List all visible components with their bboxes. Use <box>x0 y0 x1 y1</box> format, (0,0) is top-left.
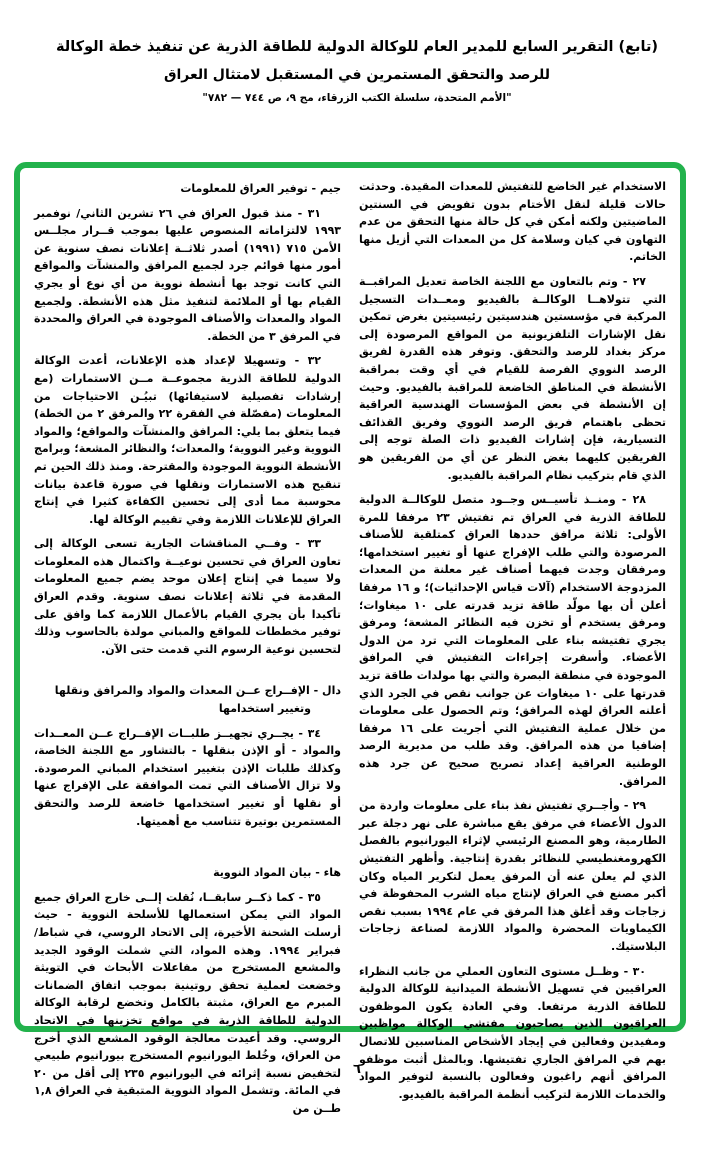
source-citation: "الأمم المتحدة، سلسلة الكتب الزرقاء، مج ٩، ص ٧٤٤ — ٧٨٢" <box>202 92 512 105</box>
paragraph-33: ٣٣ - وفــي المناقشات الجارية تسعى الوكالة إلى تعاون العراق في تحسين نوعيــة واكتمال هذه المعلومات ولا سيما في إنتاج إعلان موحد يضم جميع المعلومات المقدمة في ثلاثة إعلانات نصف سنوية. وقدم العراق تأكيدا بأن يجري القيام بالأعمال اللازمة كما وافق على توفير مخططات للمواقع والمباني مولدة بالحاسوب وذلك لتحسين نوعية الرسوم التي قدمت حتى الآن. <box>34 537 341 656</box>
paragraph-34: ٣٤ - يجــري تجهيــز طلبــات الإفــراج عــن المعــدات والمواد - أو الإذن بنقلها - بالتشاور مع اللجنة الخاصة، وكذلك طلبات الإذن بتغيير استخدام المباني المرصودة. ولا تزال الأصناف التي تمت الموافقة على الإفراج عنها أو نقلها أو تغيير استخدامها خاضعة للرصد والتحقق المستمرين بوتيرة تتناسب مع أهميتها. <box>34 726 341 828</box>
paragraph-28: ٢٨ - ومنــذ تأسيــس وجــود متصل للوكالــة الدولية للطاقة الذرية في العراق تم تفتيش ٢٣ مرفقا للمرة الأولى: ثلاثة مرافق حددها العراق كمتلقية للأصناف المرصودة والتي طلب الإفراج عنها أو تغيير استخدامها؛ ومرفقان وجدت فيهما أصناف غير معلنة من المعدات المزدوجة الاستخدام (آلات قياس الإحداثيات)؛ و ١٦ مرفقا أعلن أن بها مولّد طاقة تزيد قدرته على ١٠ ميغاوات؛ ومرفق يستخدم أو تخزن فيه النظائر المشعة؛ ومرفق يجري تفتيشه بناء على المعلومات التي ترد من الدول الأعضاء. وأسفرت إجراءات التفتيش في المرافق الموجودة في منطقة البصرة والتي بها مولدات طاقة تزيد قدرتها على ١٠ ميغاوات عن جوانب نقص في الجرد الذي أعلنه العراق لهذه المرافق؛ وتم الحصول على معلومات من خلال عملية التفتيش التي أجريت على ١٦ مرفقا إضافيا من هذه المرافق. وقد طلب من مديرية الرصد الوطنية العراقية إعداد تصريح صحيح عن جرد هذه المرافق. <box>359 493 667 788</box>
content-border-box <box>14 162 686 1115</box>
paragraph-35: ٣٥ - كما ذكــر سابقــا، نُقلت إلــى خارج العراق جميع المواد التي يمكن استعمالها للأسلحة النووية - حيث أرسلت الشحنة الأخيرة، إلى الاتحاد الروسي، في شباط/ فبراير ١٩٩٤. وهذه المواد، التي شملت الوقود الجديد والمشعع المستخرج من مفاعلات الأبحاث في التويثة وخضعت لعملية تحقق روتينية بموجب اتفاق الضمانات المبرم مع العراق، مثبتة بالكامل وتخضع لرقابة الوكالة الدولية للطاقة الذرية في مواقع تخزينها في الاتحاد الروسي. وقد أعيدت معالجة الوقود المشعع الذي أخرج من العراق، وخُلط اليورانيوم المستخرج بيورانيوم طبيعي لتخفيض نسبة إثرائه في اليورانيوم ٢٣٥ إلى أقل من ٢٠ في المائة. وتشمل المواد النووية المتبقية في العراق ١,٨ طــن من <box>34 890 341 1115</box>
right-column <box>359 178 667 1101</box>
paragraph-32: ٣٢ - وتسهيلا لإعداد هذه الإعلانات، أعدت الوكالة الدولية للطاقة الذرية مجموعــة مــن الاستمارات (مع إرشادات تفصيلية لاستيفائها) تبيُـن الاحتياجات من المعلومات (مفصّلة في الفقرة ٢٢ والمرفق ٢ من الخطة) فيما يتعلق بما يلي: المرافق والمنشآت والمواقع؛ والمواد النووية وغير النووية؛ والمعدات؛ والنظائر المشعة؛ وبرامج الأنشطة النووية الموجودة والمقترحة. ومنذ ذلك الحين تم تنقيح هذه الاستمارات ونقلها في صورة قاعدة بيانات محوسبة مما أدى إلى تحسين الكفاءة كثيرا في إنتاج العراق للإعلانات اللازمة وفي تقييم الوكالة لها. <box>34 354 342 526</box>
paragraph-27: ٢٧ - وتم بالتعاون مع اللجنة الخاصة تعديل المراقبــة التي تتولاهــا الوكالــة بالفيديو ومعــدات التسجيل المركبة في مؤسستين هندسيتين رئيسيتين بغرض تمكين نقل الإشارات التلفزيونية من المواقع المرصودة إلى مركز بغداد للرصد والتحقق. وتوفر هذه القدرة لفريق الرصد النووي الفرصة للقيام في أي وقت بمراقبة الأنشطة في المناطق الخاضعة للمراقبة بالفيديو. وحيث إن الأنشطة في بعض المؤسسات الهندسية العراقية تحظى باهتمام فريق الرصد النووي وفريق القذائف التسيارية، فإن إشارات الفيديو ذات الصلة توجه إلى الفريقين كليهما بغض النظر عن أي من الفريقين هو الذي قام بتركيب نظام المراقبة بالفيديو. <box>359 274 666 482</box>
report-title-line-2: للرصد والتحقق المستمرين في المستقبل لامتثال العراق <box>163 66 551 83</box>
page-number: ٦ <box>353 1062 361 1077</box>
report-title-line-1: (تابع) التقرير السابع للمدير العام للوكالة الدولية للطاقة الذرية عن تنفيذ خطة الوكالة <box>55 39 659 55</box>
paragraph-continuation: الاستخدام غير الخاضع للتفتيش للمعدات المقيدة. وحدثت حالات قليلة لنقل الأختام بدون تفويض في السنتين الماضيتين ولكنه أمكن في كل حالة منها التحقق من عدم التهاون في كيان وسلامة كل من المعدات التي أزيل منها الخاتم. <box>359 180 666 264</box>
section-heading-jeem: جيم - توفير العراق للمعلومات <box>180 182 341 195</box>
left-column <box>34 178 342 1115</box>
paragraph-29: ٢٩ - وأجــري تفتيش نفذ بناء على معلومات واردة من الدول الأعضاء في مرفق يقع مباشرة على نهر دجلة عبر الطارمية، وهو المصنع الرئيسي لإثراء اليورانيوم بالفصل الكهرومغنطيسي للنظائر بقدرة إنتاجية. وأظهر التفتيش الذي لم يعلن عنه أن المرفق يعمل لتكرير المياه وكان أكبر مصنع في العراق لإنتاج مياه الشرب المحفوظة في زجاجات وقد أغلق هذا المرفق في عام ١٩٩٤ بسبب نقص الكيماويات المحضرة والمواد اللازمة لصناعة زجاجات البلاستيك. <box>359 799 667 953</box>
document-header <box>0 34 714 109</box>
section-heading-dal: دال - الإفــراج عــن المعدات والمواد والمرافق ونقلها وتغيير استخدامها <box>54 684 341 716</box>
paragraph-31: ٣١ - منذ قبول العراق في ٢٦ تشرين الثاني/ نوفمبر ١٩٩٣ لالتزاماته المنصوص عليها بموجب قــرار مجلــس الأمن ٧١٥ (١٩٩١) أصدر ثلاثــة إعلانات نصف سنوية عن أمور منها قوائم جرد لجميع المرافق والمنشآت والمواقع التي كانت توجد بها أنشطة نووية من أي نوع أو يجري القيام بها أو الملائمة لتنفيذ مثل هذه الأنشطة. ولجميع المواد والمعدات والأصناف الموجودة في العراق والمحددة في المرفق ٣ من الخطة. <box>34 206 341 343</box>
section-heading-haa: هاء - بيان المواد النووية <box>213 866 341 880</box>
document-page <box>0 34 714 1166</box>
paragraph-30: ٣٠ - وظــل مستوى التعاون العملي من جانب النظراء العراقيين في تسهيل الأنشطة الميدانية للوكالة الدولية للطاقة الذرية مرتفعا. وفي العادة يكون الموظفون العراقيون الذين يصاحبون مفتشي الوكالة مواظبين ومفيدين وفعالين في إيجاد الأشخاص المناسبين للاتصال بهم في المرافق الجاري تفتيشها. وبالمثل أثبت موظفو المرافق أنهم راغبون وفعالون بالنسبة لتوفير المواد والخدمات اللازمة لتركيب أنظمة المراقبة بالفيديو. <box>359 964 666 1101</box>
two-column-layout <box>20 168 680 1115</box>
